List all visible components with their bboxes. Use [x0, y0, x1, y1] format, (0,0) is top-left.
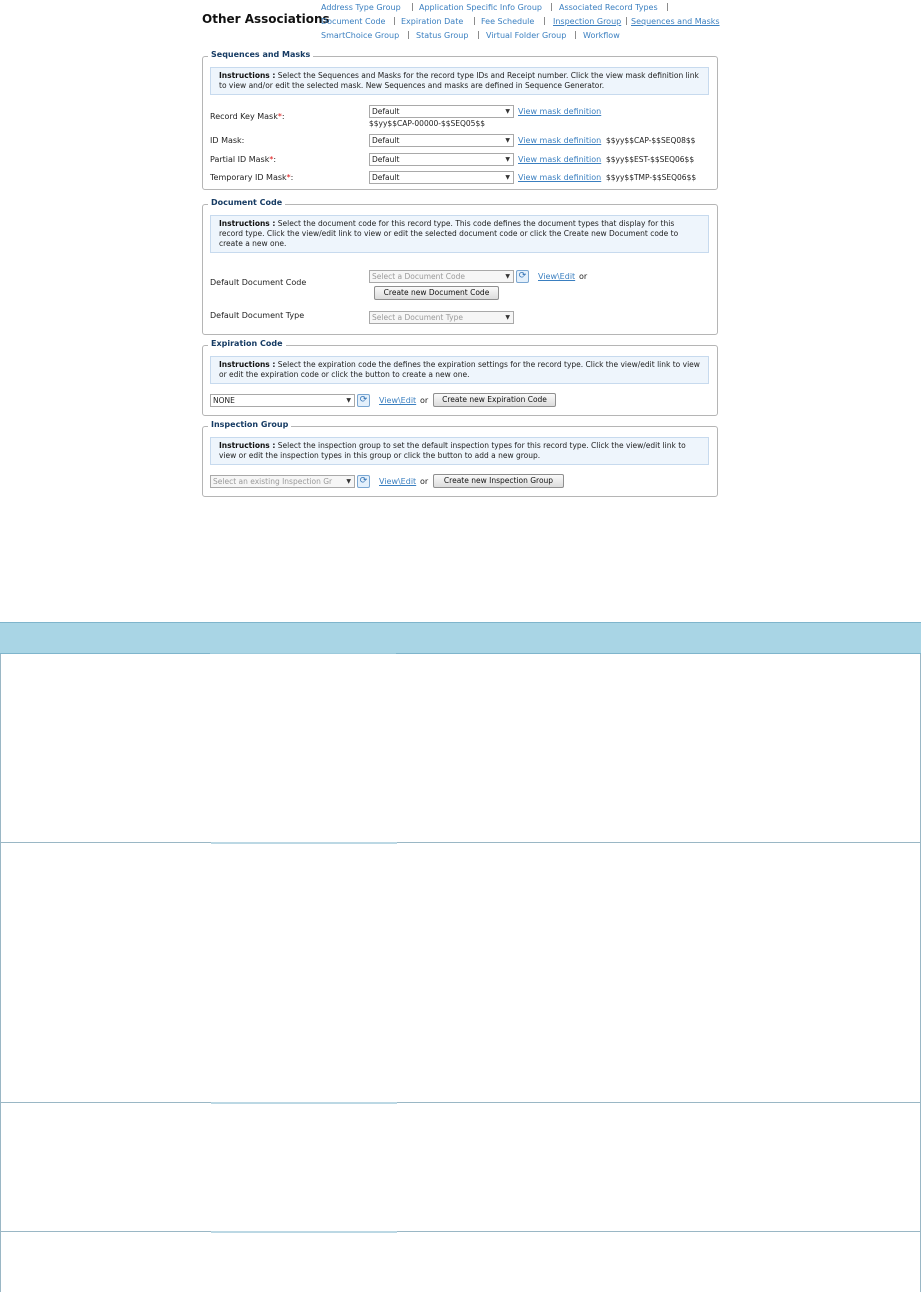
inspection-group-section: [202, 420, 718, 497]
document-code-view-edit-link[interactable]: View\Edit: [538, 272, 576, 281]
nav-link-expiration-date[interactable]: Expiration Date: [401, 17, 464, 26]
default-document-type-label: Default Document Type: [210, 311, 305, 320]
instructions-label: Instructions :: [219, 71, 276, 80]
document-code-section: [202, 198, 718, 335]
record-key-mask-label: Record Key Mask*:: [210, 112, 285, 121]
instructions-text: Select the inspection group to set the default inspection types for this record type. Click the view/edit link to view or edit the inspection types in this group or click the button to add a new group.: [219, 441, 686, 460]
temporary-id-view-mask-link[interactable]: View mask definition: [518, 173, 602, 182]
table-row-accent: [211, 1231, 397, 1233]
partial-id-mask-select[interactable]: Default ▼: [369, 153, 514, 166]
instructions-label: Instructions :: [219, 360, 276, 369]
temporary-id-mask-value: $$yy$$TMP-$$SEQ06$$: [606, 173, 697, 182]
inspection-view-edit-link[interactable]: View\Edit: [379, 477, 417, 486]
nav-separator: |: [393, 16, 396, 25]
table-row-accent: [211, 842, 397, 844]
table-row-accent: [211, 1102, 397, 1104]
table-header: [0, 622, 921, 654]
nav-link-status-group[interactable]: Status Group: [416, 31, 469, 40]
document-type-select[interactable]: Select a Document Type ▼: [369, 311, 514, 324]
inspection-group-select[interactable]: Select an existing Inspection Gr ▼: [210, 475, 355, 488]
id-mask-value: $$yy$$CAP-$$SEQ08$$: [606, 136, 696, 145]
nav-separator: |: [411, 2, 414, 11]
page-title: Other Associations: [202, 12, 330, 26]
nav-link-document-code[interactable]: Document Code: [321, 17, 386, 26]
or-text: or: [579, 272, 588, 281]
sequences-legend: Sequences and Masks: [208, 50, 313, 59]
refresh-icon[interactable]: ⟳: [357, 394, 370, 407]
or-text: or: [420, 477, 429, 486]
sequences-instructions: [210, 67, 709, 95]
nav-separator: |: [574, 30, 577, 39]
expiration-code-section: [202, 339, 718, 416]
id-mask-select[interactable]: Default ▼: [369, 134, 514, 147]
nav-separator: |: [550, 2, 553, 11]
nav-link-workflow[interactable]: Workflow: [583, 31, 620, 40]
inspection-group-legend: Inspection Group: [208, 420, 291, 429]
table-row: [0, 1103, 921, 1232]
nav-link-inspection-group[interactable]: Inspection Group: [553, 17, 622, 26]
expiration-code-select[interactable]: NONE ▼: [210, 394, 355, 407]
document-code-legend: Document Code: [208, 198, 285, 207]
chevron-down-icon: ▼: [505, 174, 510, 181]
document-code-instructions: [210, 215, 709, 253]
refresh-icon[interactable]: ⟳: [516, 270, 529, 283]
id-mask-label: ID Mask:: [210, 136, 245, 145]
create-new-document-code-button[interactable]: Create new Document Code: [374, 286, 499, 300]
record-key-mask-value: $$yy$$CAP-00000-$$SEQ05$$: [369, 119, 485, 128]
nav-link-address-type-group[interactable]: Address Type Group: [321, 3, 401, 12]
chevron-down-icon: ▼: [505, 108, 510, 115]
document-code-select[interactable]: Select a Document Code ▼: [369, 270, 514, 283]
instructions-text: Select the expiration code the defines the expiration settings for the record type. Click the view/edit link to view or edit the expiration code or click the button to create a new one.: [219, 360, 700, 379]
partial-id-mask-value: $$yy$$EST-$$SEQ06$$: [606, 155, 695, 164]
chevron-down-icon: ▼: [346, 397, 351, 404]
temporary-id-mask-label: Temporary ID Mask*:: [210, 173, 294, 182]
chevron-down-icon: ▼: [505, 273, 510, 280]
instructions-label: Instructions :: [219, 441, 276, 450]
chevron-down-icon: ▼: [505, 314, 510, 321]
create-new-inspection-group-button[interactable]: Create new Inspection Group: [433, 474, 564, 488]
temporary-id-mask-select[interactable]: Default ▼: [369, 171, 514, 184]
nav-separator: |: [477, 30, 480, 39]
nav-link-virtual-folder-group[interactable]: Virtual Folder Group: [486, 31, 567, 40]
nav-link-smartchoice-group[interactable]: SmartChoice Group: [321, 31, 400, 40]
record-key-mask-select[interactable]: Default ▼: [369, 105, 514, 118]
nav-separator: |: [407, 30, 410, 39]
expiration-code-instructions: [210, 356, 709, 384]
nav-separator: |: [543, 16, 546, 25]
nav-separator: |: [625, 16, 628, 25]
nav-link-sequences-and-masks[interactable]: Sequences and Masks: [631, 17, 720, 26]
instructions-label: Instructions :: [219, 219, 276, 228]
create-new-expiration-code-button[interactable]: Create new Expiration Code: [433, 393, 556, 407]
expiration-code-legend: Expiration Code: [208, 339, 286, 348]
record-key-view-mask-link[interactable]: View mask definition: [518, 107, 602, 116]
or-text: or: [420, 396, 429, 405]
table-row: [0, 1232, 921, 1292]
table-row: [0, 843, 921, 1103]
nav-separator: |: [473, 16, 476, 25]
chevron-down-icon: ▼: [505, 156, 510, 163]
table-row: [0, 654, 921, 843]
refresh-icon[interactable]: ⟳: [357, 475, 370, 488]
instructions-text: Select the Sequences and Masks for the record type IDs and Receipt number. Click the view mask definition link to view and/or edit the selected mask. New Sequences and masks are defined in Sequence Generator.: [219, 71, 699, 90]
nav-link-app-specific-info-group[interactable]: Application Specific Info Group: [419, 3, 542, 12]
expiration-view-edit-link[interactable]: View\Edit: [379, 396, 417, 405]
id-view-mask-link[interactable]: View mask definition: [518, 136, 602, 145]
partial-id-view-mask-link[interactable]: View mask definition: [518, 155, 602, 164]
sequences-and-masks-section: [202, 50, 718, 190]
inspection-group-instructions: [210, 437, 709, 465]
nav-link-fee-schedule[interactable]: Fee Schedule: [481, 17, 535, 26]
default-document-code-label: Default Document Code: [210, 278, 307, 287]
chevron-down-icon: ▼: [346, 478, 351, 485]
nav-separator: |: [666, 2, 669, 11]
partial-id-mask-label: Partial ID Mask*:: [210, 155, 277, 164]
nav-link-associated-record-types[interactable]: Associated Record Types: [559, 3, 658, 12]
chevron-down-icon: ▼: [505, 137, 510, 144]
instructions-text: Select the document code for this record type. This code defines the document types that display for this record type. Click the view/edit link to view or edit the selected document code or click the Create new Document code to create a new one.: [219, 219, 679, 248]
